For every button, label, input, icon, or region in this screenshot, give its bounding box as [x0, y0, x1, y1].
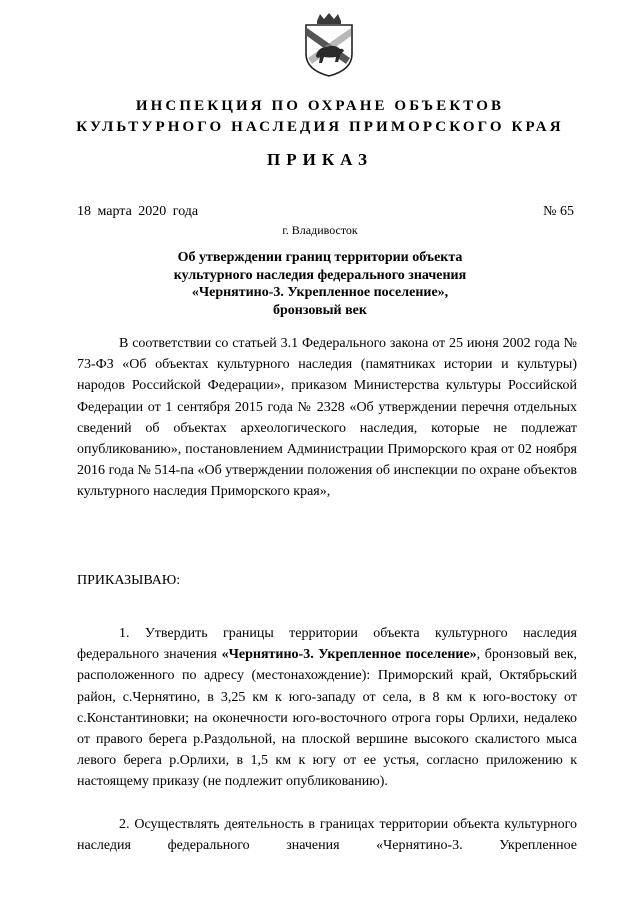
subject-title-line-4: бронзовый век [273, 302, 367, 318]
organization-name-line-2: КУЛЬТУРНОГО НАСЛЕДИЯ ПРИМОРСКОГО КРАЯ [76, 119, 564, 135]
order-item-1 [77, 623, 577, 793]
organization-name-line-1: ИНСПЕКЦИЯ ПО ОХРАНЕ ОБЪЕКТОВ [135, 98, 505, 114]
subject-title-line-3: «Чернятино-3. Укрепленное поселение», [191, 285, 449, 300]
document-date: 18 марта 2020 года [77, 204, 199, 219]
subject-title-line-2: культурного наследия федерального значения [173, 267, 467, 283]
document-type-title: ПРИКАЗ [267, 150, 373, 169]
coat-of-arms-emblem-icon [301, 12, 357, 78]
order-heading: ПРИКАЗЫВАЮ: [77, 573, 181, 588]
order-item-2: 2. Осуществлять деятельность в границах территории объекта культурного наследия федерального значения «Чернятино-3. Укрепленное [77, 817, 577, 854]
object-name-bold: «Чернятино-3. Укрепленное поселение» [221, 647, 477, 663]
order-item-1-part-c: , бронзовый век, расположенного по адресу (местонахождение): Приморский край, Октябрьский район, с.Чернятино, в 3,25 км к юго-западу от села, в 8 км к юго-востоку от с.Константиновки; на оконечности юго-восточного отрога горы Орлихи, недалеко от правого берега р.Раздольной, на плоской вершине высокого скалистого мыса левого берега р.Орлихи, в 1,5 км к югу от ее устья, согласно приложению к настоящему приказу (не подлежит опубликованию). [77, 647, 578, 790]
document-city: г. Владивосток [282, 223, 358, 237]
subject-title-line-1: Об утверждении границ территории объекта [177, 250, 463, 265]
preamble-paragraph: В соответствии со статьей 3.1 Федерального закона от 25 июня 2002 года № 73-ФЗ «Об объектах культурного наследия (памятниках истории и культуры) народов Российской Федерации», приказом Министерства культуры Российской Федерации от 1 сентября 2015 года № 2328 «Об утверждении перечня отдельных сведений об объектах археологического наследия, которые не подлежат опубликованию», постановлением Администрации Приморского края от 02 ноября 2016 года № 514-па «Об утверждении положения об инспекции по охране объектов культурного наследия Приморского края», [77, 336, 577, 500]
document-subject-title [120, 249, 520, 319]
order-item-1-part-a: 1. Утвердить границы территории объекта культурного наследия федерального значения [77, 626, 577, 663]
document-number: № 65 [543, 204, 574, 219]
